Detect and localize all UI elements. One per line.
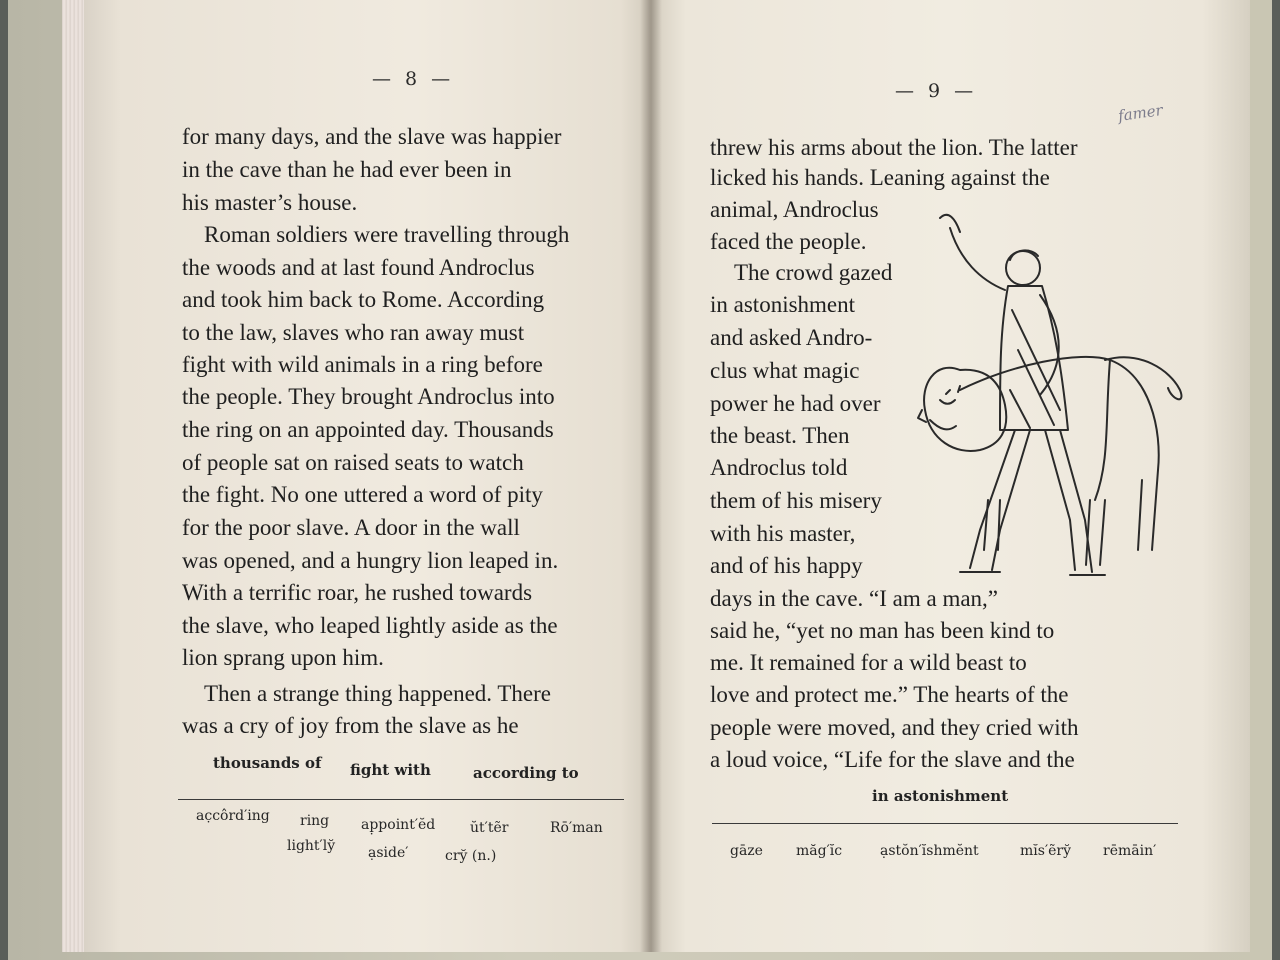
text-line: for the poor slave. A door in the wall (182, 515, 520, 540)
text-line: love and protect me.” The hearts of the (710, 682, 1069, 707)
pronunciation-word: ac̣côrd′ing (196, 808, 270, 824)
text-line: and asked Andro- (710, 325, 873, 350)
text-line: to the law, slaves who ran away must (182, 320, 525, 345)
text-line: said he, “yet no man has been kind to (710, 618, 1055, 643)
pronunciation-word: măg′ĭc (796, 843, 843, 859)
pronunciation-word: light′ly̆ (287, 838, 336, 854)
page-number-left: — 8 — (372, 68, 455, 90)
pronunciation-word: ŭt′tẽr (470, 820, 509, 836)
pronunciation-word: gāze (730, 843, 763, 859)
text-line: and took him back to Rome. According (182, 287, 545, 312)
page-edges (62, 0, 84, 952)
text-line: and of his happy (710, 553, 863, 578)
pronunciation-word: ạstŏn′ĭshmĕnt (880, 843, 979, 859)
text-line: faced the people. (710, 229, 867, 254)
text-line: With a terrific roar, he rushed towards (182, 580, 533, 605)
text-line: Roman soldiers were travelling through (204, 222, 570, 247)
text-line: the slave, who leaped lightly aside as the (182, 613, 558, 638)
text-line: The crowd gazed (734, 260, 893, 285)
pronunciation-word: rēmāin′ (1103, 843, 1157, 859)
book-gutter (640, 0, 662, 952)
text-line: Then a strange thing happened. There (204, 681, 551, 706)
text-line: the fight. No one uttered a word of pity (182, 482, 543, 507)
androclus-and-lion-illustration (900, 200, 1190, 590)
handwritten-note: famer (1116, 100, 1164, 126)
text-line: licked his hands. Leaning against the (710, 165, 1050, 190)
vocab-divider (178, 799, 624, 800)
pronunciation-word: cry̆ (n.) (445, 848, 497, 864)
text-line: his master’s house. (182, 190, 358, 215)
text-line: was a cry of joy from the slave as he (182, 713, 519, 738)
text-line: for many days, and the slave was happier (182, 124, 562, 149)
pronunciation-word: Rō′man (550, 820, 603, 836)
text-line: in astonishment (710, 292, 856, 317)
text-line: people were moved, and they cried with (710, 715, 1079, 740)
vocab-phrase: thousands of (213, 754, 322, 772)
pronunciation-word: ap̣point′ĕd (361, 817, 436, 833)
vocab-divider (712, 823, 1178, 824)
pronunciation-word: ring (300, 813, 330, 829)
text-line: clus what magic (710, 358, 860, 383)
text-line: lion sprang upon him. (182, 645, 384, 670)
text-line: Androclus told (710, 455, 848, 480)
text-line: the beast. Then (710, 423, 850, 448)
text-line: the woods and at last found Androclus (182, 255, 535, 280)
text-line: of people sat on raised seats to watch (182, 450, 524, 475)
page-number-right: — 9 — (895, 80, 978, 102)
text-line: power he had over (710, 391, 881, 416)
text-line: the people. They brought Androclus into (182, 384, 555, 409)
text-line: them of his misery (710, 488, 882, 513)
text-line: animal, Androclus (710, 197, 879, 222)
text-line: fight with wild animals in a ring before (182, 352, 543, 377)
vocab-phrase: according to (473, 764, 579, 782)
text-line: threw his arms about the lion. The latter (710, 135, 1078, 160)
vocab-phrase: in astonishment (872, 787, 1009, 805)
text-line: days in the cave. “I am a man,” (710, 586, 999, 611)
text-line: the ring on an appointed day. Thousands (182, 417, 554, 442)
text-line: with his master, (710, 521, 856, 546)
text-line: was opened, and a hungry lion leaped in. (182, 548, 559, 573)
vocab-phrase: fight with (350, 761, 431, 779)
text-line: a loud voice, “Life for the slave and the (710, 747, 1075, 772)
text-line: in the cave than he had ever been in (182, 157, 512, 182)
text-line: me. It remained for a wild beast to (710, 650, 1027, 675)
pronunciation-word: ạside′ (368, 845, 409, 861)
pronunciation-word: mĭs′ẽry̆ (1020, 843, 1072, 859)
